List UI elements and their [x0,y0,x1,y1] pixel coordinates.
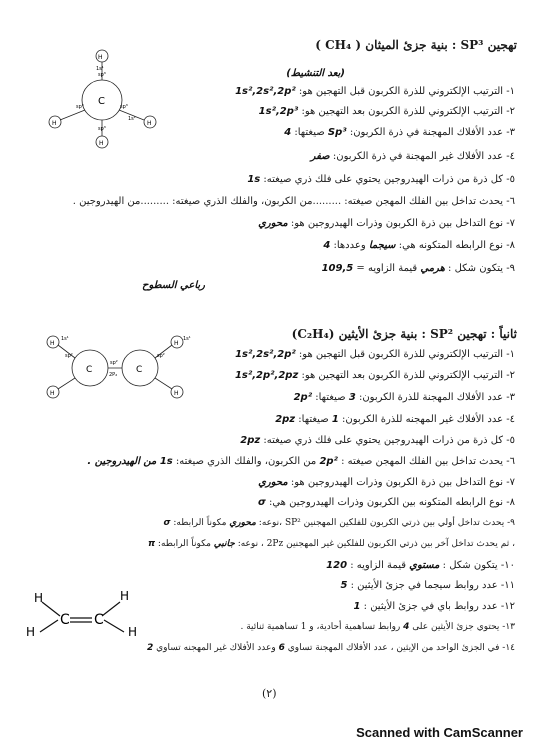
question-text: ٧- نوع التداخل بين ذرة الكربون وذرات الهيدروجين هو: [287,477,515,488]
question-text: ٩- يحدث تداخل أولي بين ذرتي الكربون للفلكين المهجنين SP² ،نوعه: [255,518,515,528]
question-text: ٩- يتكون شكل : [444,263,515,274]
answer-text: 1s من الهيدروجين . [87,456,173,467]
s2-line-10 [148,539,515,549]
question-text: ٥- كل ذرة من ذرات الهيدروجين يحتوي على فلك ذري صيغته: [260,435,515,446]
sp2-label: sp² [157,353,165,359]
question-text: ٦- يحدث تداخل بين الفلك المهجن صيغته: .........من الكربون، والفلك الذري صيغته: .........من الهيدروجين . [72,196,515,207]
answer-text: 5 [340,580,348,591]
s1-line-8 [323,240,515,251]
answer-text: 6 [278,643,285,653]
hydrogen-label: H [26,625,36,639]
answer-text: محوري [258,477,288,488]
s2-line-14 [240,622,515,632]
answer-text: محوري [229,518,256,528]
hydrogen-label: H [174,340,179,347]
hydrogen-label: H [174,390,179,397]
question-text: من الكربون، والفلك الذري صيغته: [172,456,320,467]
s1-label: 1s¹ [61,336,69,342]
carbon-label: C [98,96,105,107]
answer-text: 109,5 [321,263,354,274]
answer-text: 3 [348,392,356,403]
question-text: روابط تساهمية أحادية، و [306,622,404,632]
sp3-label: sp³ [98,126,106,132]
sp2-label: sp² [65,353,73,359]
question-text: ١٣- يحتوي جزئ الأيثين على [409,622,515,632]
answer-text: 1s²,2s²,2p² [235,86,296,97]
s2-line-11 [326,560,515,571]
sp3-label: sp³ [120,104,128,110]
question-text: ٥- كل ذرة من ذرات الهيدروجين يحتوي على فلك ذري صيغته: [260,174,515,185]
question-text: ، ثم يحدث تداخل آخر بين ذرتي الكربون للفلكين غير المهجنين 2Pz ، نوعه: [234,539,515,549]
answer-text: 4 [323,240,331,251]
hydrogen-label: H [50,340,55,347]
answer-text: 2p² [319,456,338,467]
answer-text: 1s²,2s²,2p² [235,349,296,360]
answer-text: محوري [258,218,288,229]
carbon-label: C [94,612,104,628]
answer-text: 4 [284,127,292,138]
answer-text: جانبي [213,539,235,549]
s2-line-6 [87,456,515,467]
answer-text: π [147,539,156,549]
question-text: مكوناً الرابطه: [155,539,214,549]
answer-text: مستوي [409,560,440,571]
carbon-label: C [60,612,70,628]
ch4-orbital-diagram [40,42,170,162]
question-text: ١٤- في الجزئ الواحد من الإيثين ، عدد الأفلاك المهجنة تساوي [284,643,515,653]
hydrogen-label: H [147,120,152,127]
hydrogen-label: H [50,390,55,397]
question-text: ١- الترتيب الإلكتروني للذرة الكربون قبل التهجين هو: [295,86,515,97]
answer-text: σ [163,518,171,528]
s2-line-2 [235,370,515,381]
s2-line-5 [240,435,515,446]
question-text: ١١- عدد روابط سيجما في جزئ الأيثين : [347,580,515,591]
s1-line-7 [258,218,515,229]
s1-line-10: رباعي السطوح [141,280,205,291]
question-text: ٣- عدد الأفلاك المهجنة في ذرة الكربون: [346,127,515,138]
s2-line-9 [164,518,515,528]
question-text: ٤- عدد الأفلاك غير المهجنة في ذرة الكربون: [329,151,515,162]
answer-text: 1s²,2p²,2pz [234,370,299,381]
s2-line-12 [340,580,515,591]
ethene-structure [20,588,160,648]
answer-text: صفر [310,151,330,162]
s1-label: 1s¹ [96,66,104,72]
question-text: ١٢- عدد روابط باي في جزئ الأيثين : [360,601,515,612]
answer-text: 2p² [293,392,313,403]
question-text: وعددها: [330,240,369,251]
carbon-label: C [86,365,93,375]
s1-label: 1s¹ [183,336,191,342]
hydrogen-label: H [99,140,104,147]
hydrogen-label: H [128,625,138,639]
question-text: ٨- نوع الرابطه المتكونه بين الكربون وذرات الهيدروجين هي: [265,497,515,508]
answer-text: 1 [353,601,361,612]
question-text: صيغتها: [291,127,328,138]
answer-text: هرمي [420,263,445,274]
question-text: ٤- عدد الأفلاك غير المهجنه للذرة الكربون: [338,414,515,425]
s1-label: 1s¹ [128,116,136,122]
s1-line-5 [247,174,515,185]
answer-text: سيجما [368,240,396,251]
s2-line-7 [258,477,515,488]
hydrogen-label: H [34,591,44,605]
s1-line-9 [322,263,515,274]
answer-text: 120 [326,560,348,571]
question-text: قيمة الزاويه = [353,263,421,274]
question-text: صيغتها: [295,414,332,425]
s2-line-3 [294,392,515,403]
question-text: قيمة الزاويه : [347,560,410,571]
hydrogen-label: H [120,589,130,603]
p2-label: 2P₂ [109,372,118,378]
page-number: (٢) [262,687,277,700]
c2h4-orbital-diagram [25,330,205,405]
s1-line-4 [311,151,515,162]
s2-line-4 [275,414,515,425]
s1-line-6 [73,196,515,207]
answer-text: Sp³ [327,127,347,138]
answer-text: 1 تساهمية ثنائية . [240,622,307,632]
hydrogen-label: H [98,54,103,61]
answer-text: 2pz [275,414,296,425]
s2-line-8 [258,497,515,508]
sp3-label: sp³ [98,72,106,78]
answer-text: 2 [146,643,154,653]
section2-title: ثانياً : تهجين SP² : بنية جزئ الأيثين (C₂H₄) [291,327,517,341]
answer-text: 1s [247,174,261,185]
s2-line-1 [235,349,515,360]
handwritten-note: (بعد التنشيط) [286,68,345,79]
question-text: وعدد الأفلاك غير المهجنه تساوي [153,643,279,653]
question-text: ٢- الترتيب الإلكتروني للذرة الكربون بعد التهجين هو: [298,106,515,117]
answer-text: 2pz [240,435,261,446]
question-text: صيغتها: [312,392,349,403]
s2-line-13 [354,601,516,612]
question-text: ٧- نوع التداخل بين ذرة الكربون وذرات الهيدروجين هو: [287,218,515,229]
answer-text: 1 [331,414,339,425]
answer-text: 1s²,2p³ [258,106,299,117]
answer-text: 4 [403,622,410,632]
question-text: ٨- نوع الرابطه المتكونه هي: [395,240,515,251]
section1-title: تهجين SP³ : بنية جزئ الميثان ( CH₄ ) [315,38,517,52]
scanner-watermark: Scanned with CamScanner [356,725,523,740]
question-text: ٦- يحدث تداخل بين الفلك المهجن صيغته : [337,456,515,467]
carbon-label: C [136,365,143,375]
hydrogen-label: H [52,120,57,127]
sp3-label: sp³ [76,104,84,110]
question-text: ٢- الترتيب الإلكتروني للذرة الكربون بعد التهجين هو: [298,370,515,381]
s1-line-3 [284,127,515,138]
s1-line-2 [259,106,515,117]
question-text: ١٠- يتكون شكل : [439,560,515,571]
answer-text: σ [257,497,266,508]
s2-line-15 [147,643,515,653]
sp2-label: sp² [110,360,118,366]
s1-line-1 [235,86,515,97]
question-text: مكوناً الرابطه: [170,518,230,528]
question-text: ١- الترتيب الإلكتروني للذرة الكربون قبل التهجين هو: [295,349,515,360]
question-text: ٣- عدد الأفلاك المهجنة للذرة الكربون: [355,392,515,403]
